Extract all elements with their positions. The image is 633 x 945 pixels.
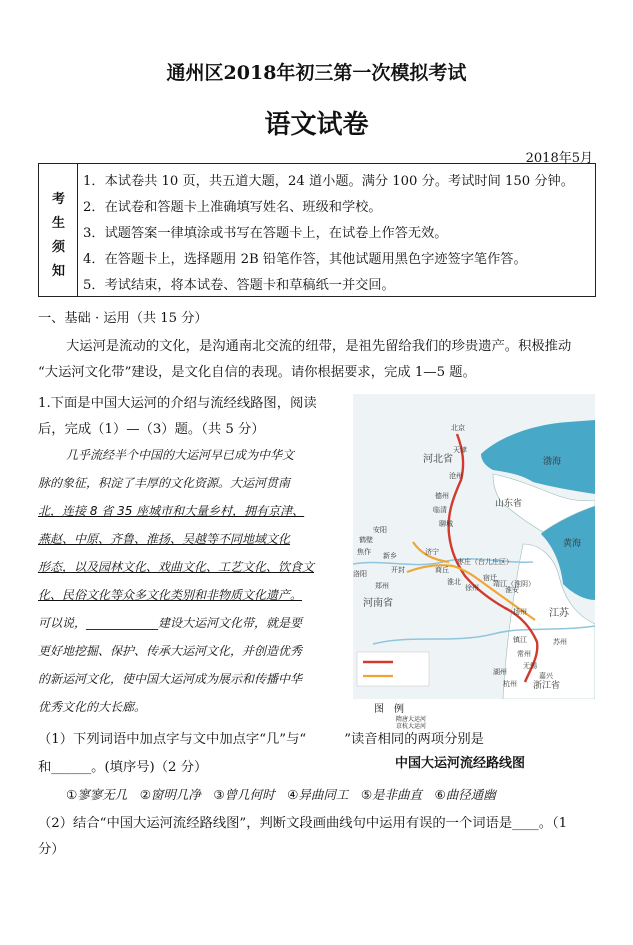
city-label: 扬州: [513, 608, 527, 616]
city-label: 郑州: [375, 582, 389, 590]
sea-label: 黄海: [563, 539, 582, 549]
question-1-line: 后，完成（1）—（3）题。（共 5 分）: [38, 422, 265, 437]
passage-line-underlined: 形态，以及园林文化、戏曲文化、工艺文化、饮食文: [38, 560, 315, 574]
map-legend-item: 隋唐大运河: [396, 716, 427, 723]
map-legend-title: 图 例: [374, 704, 404, 715]
city-label: 济宁: [425, 548, 439, 556]
city-label: 德州: [435, 492, 449, 500]
city-label: 洛阳: [353, 570, 367, 578]
province-label: 江苏: [549, 608, 569, 619]
notice-rule: 2．在试卷和答题卡上准确填写姓名、班级和学校。: [83, 200, 382, 215]
sub-question-1-line: 和______。(填序号)（2 分）: [38, 760, 208, 775]
city-label: 无锡: [523, 662, 537, 670]
subject-title: 语文试卷: [264, 110, 369, 140]
city-label: 嘉兴: [539, 672, 553, 680]
notice-rule: 3．试题答案一律填涂或书写在答题卡上，在试卷上作答无效。: [83, 226, 448, 241]
city-label: 淮安: [505, 586, 519, 594]
province-label: 河南省: [363, 598, 393, 609]
passage-line: 可以说，____________建设大运河文化带，就是要: [38, 616, 303, 630]
passage-line: 脉的象征，积淀了丰厚的文化资源。大运河贯南: [38, 476, 291, 490]
city-label: 苏州: [553, 638, 567, 646]
city-label: 淮北: [447, 578, 461, 586]
notice-heading-char: 生: [52, 216, 66, 231]
notice-box: [38, 163, 596, 297]
city-label: 天津: [453, 446, 467, 454]
city-label: 枣庄（台儿庄区）: [457, 558, 513, 566]
passage-line: 更好地挖掘、保护、传承大运河文化，并创造优秀: [38, 644, 303, 658]
map-legend-item: 京杭大运河: [396, 723, 427, 730]
passage-line: 优秀文化的大长廊。: [38, 700, 147, 714]
section-heading: 一、基础 · 运用（共 15 分）: [38, 311, 208, 326]
sub-question-1-line: （1）下列词语中加点字与文中加点字“几”与“ ”读音相同的两项分别是: [38, 732, 484, 747]
notice-heading-char: 考: [52, 192, 66, 207]
city-label: 常州: [517, 650, 531, 658]
notice-heading-char: 知: [52, 264, 66, 279]
city-label: 安阳: [373, 526, 387, 534]
province-label: 河北省: [423, 454, 453, 465]
notice-rule: 1．本试卷共 10 页，共五道大题，24 道小题。满分 100 分。考试时间 150 分钟。: [83, 174, 574, 189]
passage-line-underlined: 燕赵、中原、齐鲁、淮扬、吴越等不同地域文化: [38, 532, 291, 546]
city-label: 聊城: [439, 520, 453, 528]
exam-date: 2018年5月: [525, 151, 593, 166]
city-label: 湖州: [493, 668, 507, 676]
city-label: 商丘: [435, 566, 449, 574]
intro-line: “大运河文化带”建设，是文化自信的表现。请你根据要求，完成 1—5 题。: [38, 365, 476, 380]
province-label: 山东省: [495, 499, 523, 509]
city-label: 镇江: [513, 636, 527, 644]
city-label: 靖江（淮阴）: [493, 580, 535, 588]
city-label: 北京: [451, 424, 465, 432]
city-label: 宿迁: [483, 574, 497, 582]
city-label: 鹤壁: [359, 536, 373, 544]
city-label: 徐州: [465, 584, 479, 592]
intro-line: 大运河是流动的文化，是沟通南北交流的纽带，是祖先留给我们的珍贵遗产。积极推动: [66, 339, 572, 354]
answer-options: ①寥寥无几 ②窗明几净 ③曾几何时 ④异曲同工 ⑤是非曲直 ⑥曲径通幽: [66, 787, 496, 802]
map-legend-box: [357, 652, 429, 686]
map-caption: 中国大运河流经路线图: [395, 756, 526, 771]
city-label: 新乡: [383, 552, 397, 560]
question-1-line: 1.下面是中国大运河的介绍与流经线路图，阅读: [38, 396, 317, 411]
exam-title: 通州区2018年初三第一次模拟考试: [166, 62, 467, 84]
city-label: 焦作: [357, 548, 371, 556]
notice-heading: [39, 164, 78, 296]
city-label: 杭州: [503, 680, 517, 688]
city-label: 临清: [433, 506, 447, 514]
passage-line: 几乎流经半个中国的大运河早已成为中华文: [66, 448, 295, 462]
notice-rule: 4．在答题卡上，选择题用 2B 铅笔作答，其他试题用黑色字迹签字笔作答。: [83, 252, 527, 267]
passage-line-underlined: 北，连接 8 省 35 座城市和大量乡村，拥有京津、: [38, 504, 305, 518]
sub-question-2-line: 分）: [38, 842, 65, 857]
province-label: 浙江省: [533, 681, 561, 691]
city-label: 沧州: [449, 472, 463, 480]
sub-question-2-line: （2）结合“中国大运河流经路线图”，判断文段画曲线句中运用有误的一个词语是____。（1: [38, 816, 568, 831]
notice-heading-char: 须: [52, 240, 66, 255]
notice-rule: 5．考试结束，将本试卷、答题卡和草稿纸一并交回。: [83, 278, 395, 293]
grand-canal-map: [353, 394, 595, 699]
passage-line: 的新运河文化，使中国大运河成为展示和传播中华: [38, 672, 303, 686]
sea-label: 渤海: [543, 457, 562, 467]
city-label: 开封: [391, 566, 405, 574]
passage-line-underlined: 化、民俗文化等众多文化类别和非物质文化遗产。: [38, 588, 303, 602]
